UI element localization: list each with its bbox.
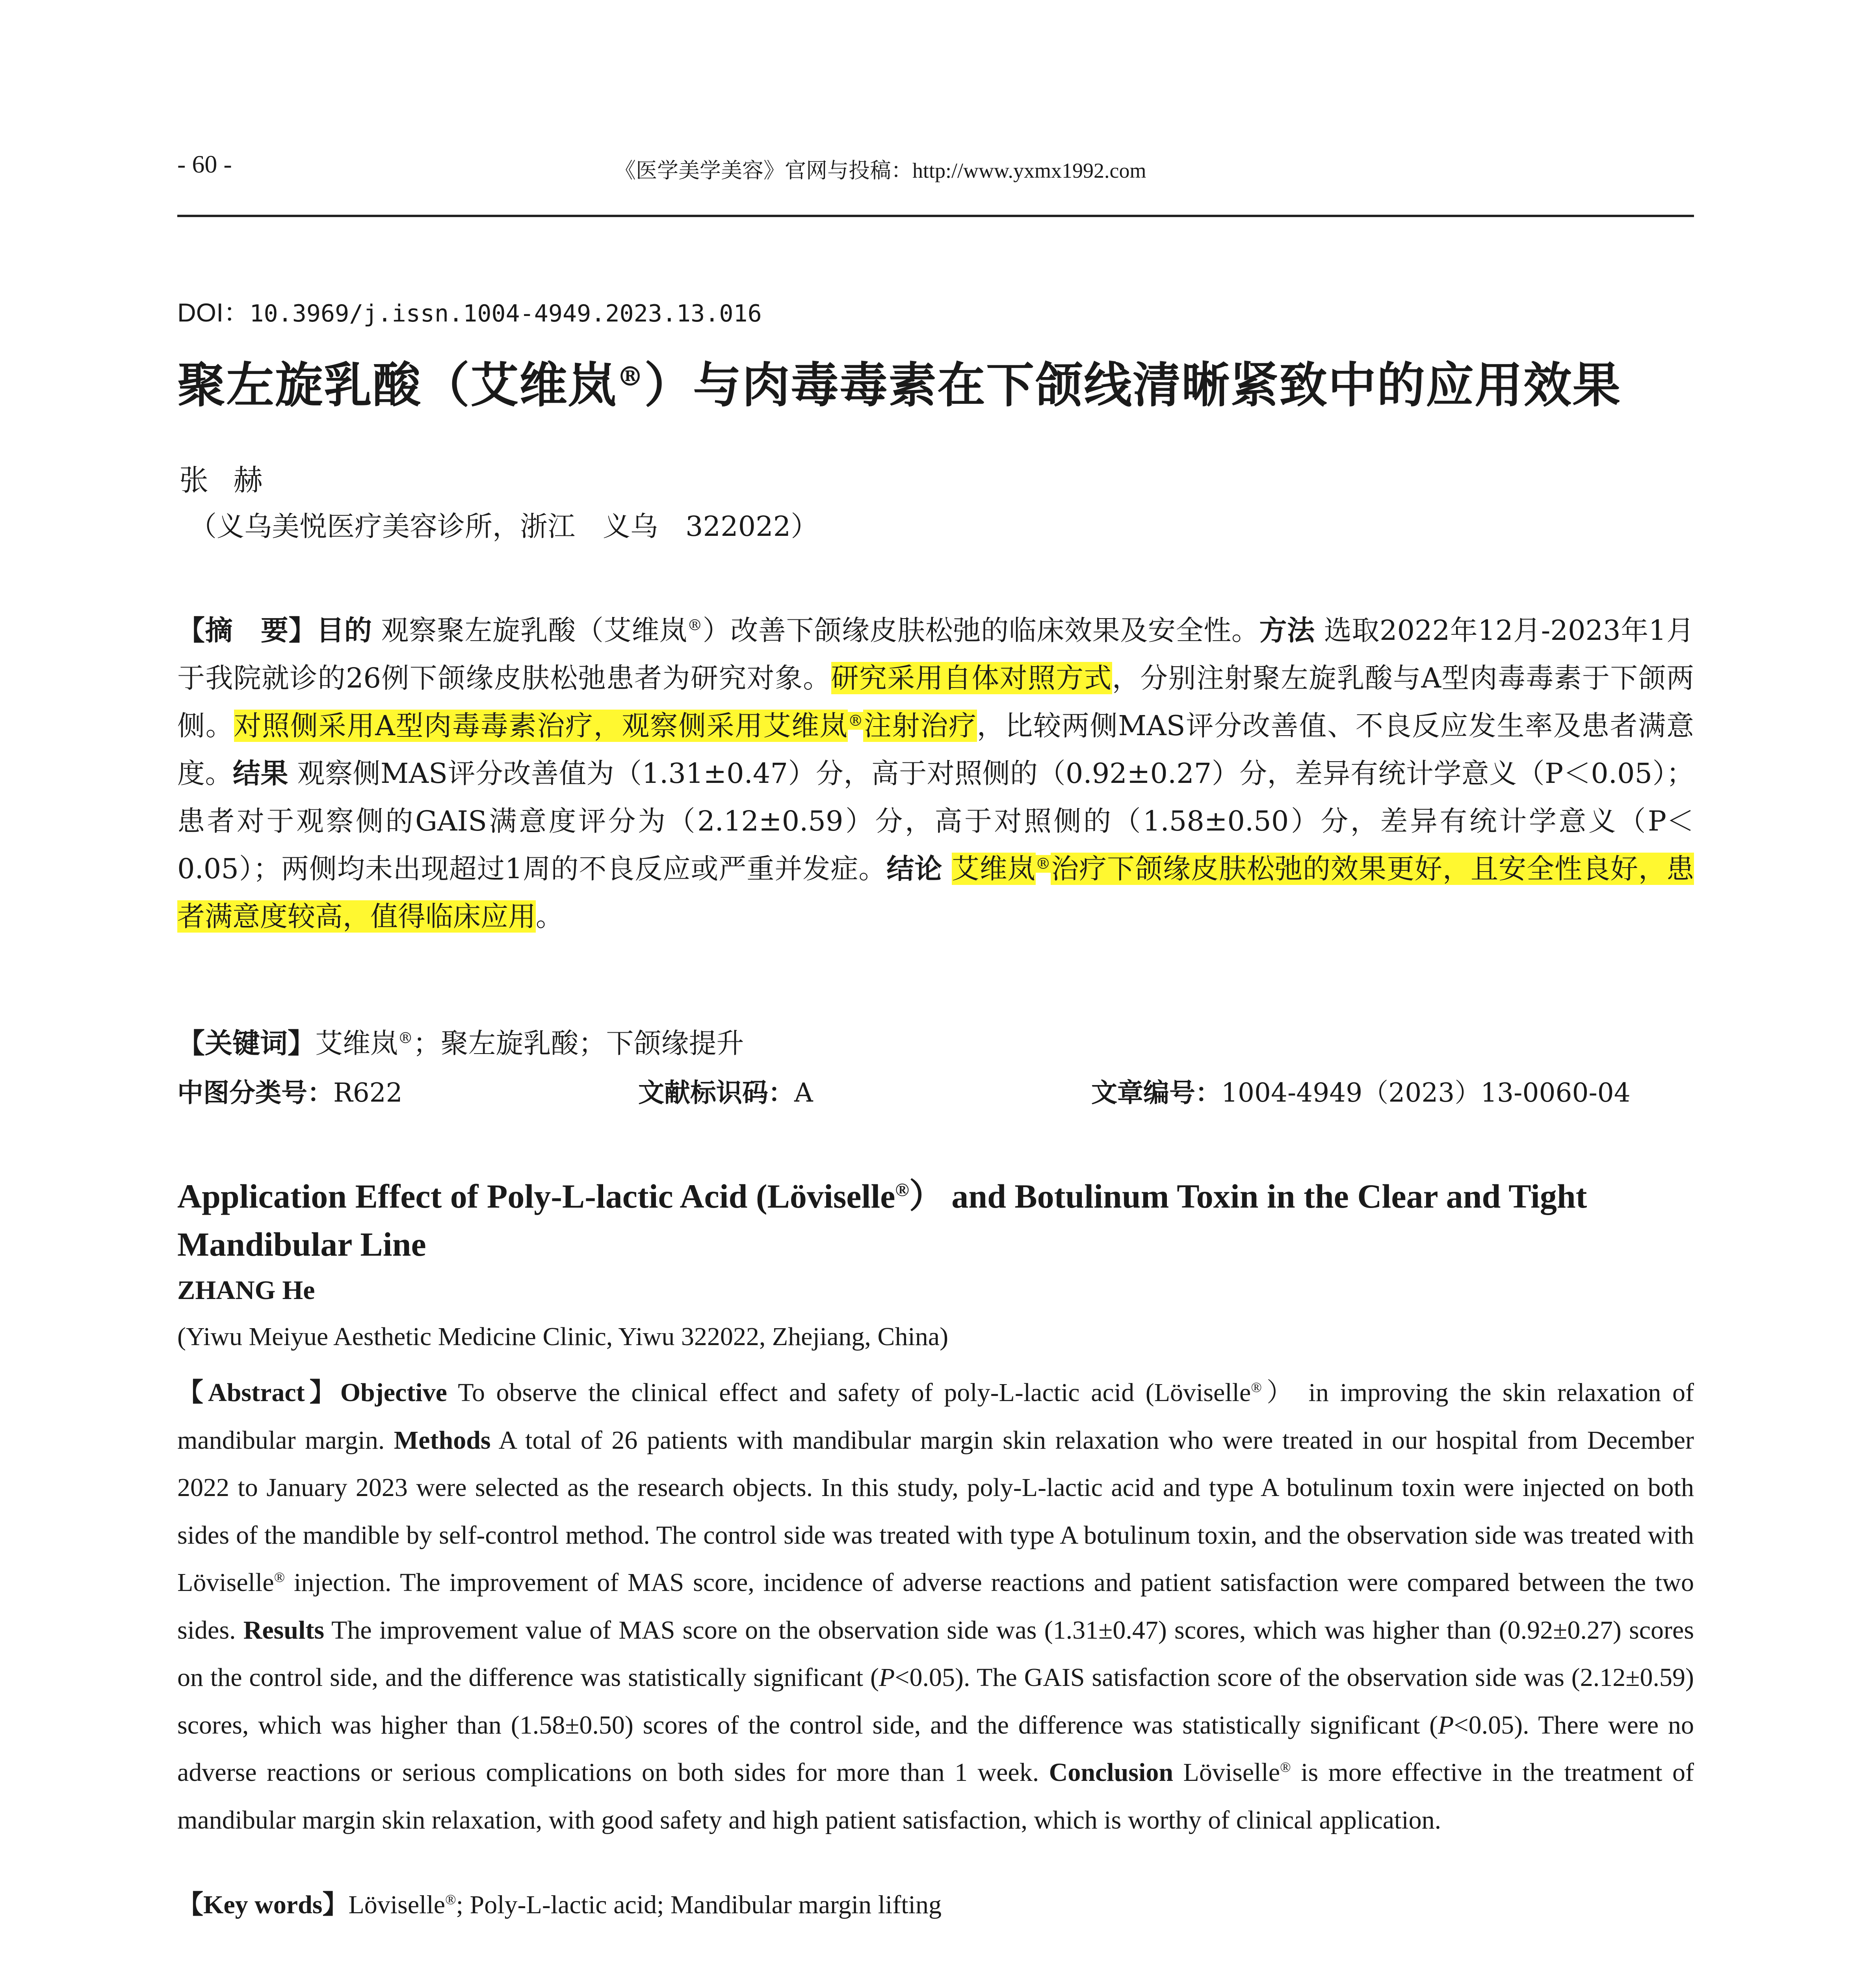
highlight-1: 研究采用自体对照方式 [831, 662, 1112, 694]
abstract-label: 【摘 要】 [177, 615, 317, 646]
title-english: Application Effect of Poly-L-lactic Acid (Löviselle®） and Botulinum Toxin in the Clear and Tight Mandibular Line [177, 1177, 1587, 1263]
results-label: 结果 [232, 758, 288, 789]
abstract-english: 【Abstract】Objective To observe the clinical effect and safety of poly-L-lactic acid (Löviselle®） in improving the skin relaxation of mandibular margin. Methods A total of 26 patients with mandibular margin skin relaxation who were treated in our hospital from December 2022 to January 2023 were selected as the research objects. In this study, poly-L-lactic acid and type A botulinum toxin were injected on both sides of the mandible by self-control method. The control side was treated with type A botulinum toxin, and the observation side was treated with Löviselle® injection. The improvement of MAS score, incidence of adverse reactions and patient satisfaction were compared between the two sides. Results The improvement value of MAS score on the observation side was (1.31±0.47) scores, which was higher than (0.92±0.27) scores on the control side, and the difference was statistically significant (P<0.05). The GAIS satisfaction score of the observation side was (2.12±0.59) scores, which was higher than (1.58±0.50) scores of the control side, and the difference was statistically significant (P<0.05). There were no adverse reactions or serious complications on both sides for more than 1 week. Conclusion Löviselle® is more effective in the treatment of mandibular margin skin relaxation, with good safety and high patient satisfaction, which is worthy of clinical application. [177, 1378, 1694, 1834]
highlight-3b: 治疗下颌缘皮肤松弛的效果更好，且安全性良好，患者满意度较高，值得临床应用 [177, 853, 1694, 933]
doi-line [177, 292, 762, 329]
abstract-chinese: 【摘 要】目的 观察聚左旋乳酸（艾维岚®）改善下颌缘皮肤松弛的临床效果及安全性。方法 选取2022年12月-2023年1月于我院就诊的26例下颌缘皮肤松弛患者为研究对象。研究采用自体对照方式，分别注射聚左旋乳酸与A型肉毒毒素于下颌两侧。对照侧采用A型肉毒毒素治疗，观察侧采用艾维岚®注射治疗，比较两侧MAS评分改善值、不良反应发生率及患者满意度。结果 观察侧MAS评分改善值为（1.31±0.47）分，高于对照侧的（0.92±0.27）分，差异有统计学意义（P＜0.05）；患者对于观察侧的GAIS满意度评分为（2.12±0.59）分，高于对照侧的（1.58±0.50）分，差异有统计学意义（P＜0.05）；两侧均未出现超过1周的不良反应或严重并发症。结论 艾维岚®治疗下颌缘皮肤松弛的效果更好，且安全性良好，患者满意度较高，值得临床应用。 [177, 614, 1694, 933]
affiliation-english: (Yiwu Meiyue Aesthetic Medicine Clinic, Yiwu 322022, Zhejiang, China) [177, 1322, 949, 1351]
clc-number: 中图分类号：R622 [177, 1078, 403, 1108]
author-chinese: 张 赫 [179, 463, 271, 497]
classification-row [177, 1072, 1694, 1111]
page-number: - 60 - [177, 150, 232, 178]
author-english: ZHANG He [177, 1275, 315, 1305]
header-divider [177, 215, 1694, 217]
objective-label: 目的 [316, 615, 372, 646]
doi-label: DOI： [177, 298, 250, 327]
highlight-3a: 艾维岚 [951, 853, 1036, 885]
article-number: 文章编号：1004-4949（2023）13-0060-04 [1091, 1078, 1631, 1108]
title-chinese: 聚左旋乳酸（艾维岚®）与肉毒毒素在下颌线清晰紧致中的应用效果 [177, 357, 1622, 413]
affiliation-chinese: （义乌美悦医疗美容诊所，浙江 义乌 322022） [189, 510, 819, 543]
journal-header: 《医学美学美容》官网与投稿：http://www.yxmx1992.com [615, 159, 1146, 182]
conclusion-label: 结论 [886, 853, 943, 884]
methods-label: 方法 [1259, 615, 1315, 646]
highlight-2b: 注射治疗 [863, 710, 977, 742]
keywords-chinese: 【关键词】艾维岚®；聚左旋乳酸；下颌缘提升 [177, 1027, 744, 1059]
highlight-2a: 对照侧采用A型肉毒毒素治疗，观察侧采用艾维岚 [234, 710, 848, 742]
keywords-english: 【Key words】Löviselle®; Poly-L-lactic acid; Mandibular margin lifting [177, 1890, 942, 1919]
doi-value[interactable]: 10.3969/j.issn.1004-4949.2023.13.016 [249, 300, 762, 327]
document-code: 文献标识码：A [638, 1078, 813, 1108]
